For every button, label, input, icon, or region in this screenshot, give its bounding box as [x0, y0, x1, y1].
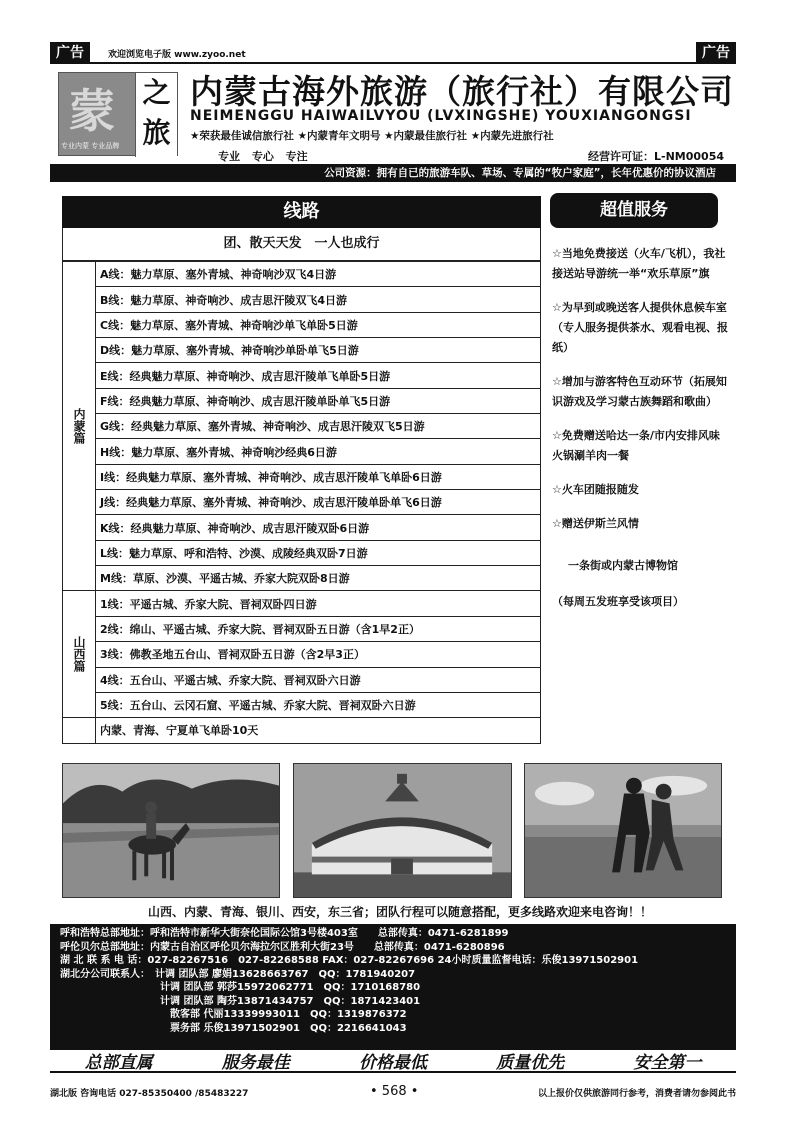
route-item: G线：经典魅力草原、塞外青城、神奇响沙、成吉思汗陵双飞5日游	[96, 414, 541, 439]
company-header	[50, 64, 736, 164]
company-name-cn: 内蒙古海外旅游（旅行社）有限公司	[190, 72, 734, 111]
company-honors: ★荣获最佳诚信旅行社 ★内蒙青年文明号 ★内蒙最佳旅行社 ★内蒙先进旅行社	[190, 130, 554, 142]
motto-item: 总部直属	[84, 1053, 153, 1073]
route-row	[63, 515, 541, 540]
license-number: 经营许可证：L-NM00054	[588, 150, 724, 163]
route-item: 4线：五台山、平遥古城、乔家大院、晋祠双卧六日游	[96, 667, 541, 692]
page-number: • 568 •	[370, 1084, 419, 1099]
top-strip	[50, 42, 736, 64]
route-item: D线：魅力草原、塞外青城、神奇响沙单卧单飞5日游	[96, 338, 541, 363]
routes-subtitle: 团、散天天发 一人也成行	[62, 228, 541, 261]
photo-horse-rider	[62, 763, 280, 898]
contact-row: 呼和浩特总部地址：呼和浩特市新华大街奈伦国际公馆3号楼403室 总部传真：0471-6281899	[60, 928, 509, 939]
logo-side-char-2: 旅	[142, 116, 171, 149]
page-footer	[50, 1084, 736, 1102]
route-item: B线：魅力草原、神奇响沙、成吉思汗陵双飞4日游	[96, 287, 541, 312]
route-row	[63, 363, 541, 388]
route-row	[63, 287, 541, 312]
services-list	[552, 244, 728, 626]
service-item: ☆增加与游客特色互动环节（拓展知识游戏及学习蒙古族舞蹈和歌曲）	[552, 375, 727, 408]
contact-row: 计调 团队部 陶芬13871434757 QQ：1871423401	[60, 995, 421, 1007]
motto-item: 服务最佳	[221, 1053, 290, 1073]
route-row	[63, 414, 541, 439]
service-item: ☆赠送伊斯兰风情	[552, 517, 639, 530]
service-item: （每周五发班享受该项目）	[552, 595, 684, 608]
contact-info	[50, 924, 736, 1048]
services-title: 超值服务	[550, 193, 718, 228]
region-label: 内蒙篇	[63, 262, 96, 591]
company-slogan: 专业 专心 专注	[218, 150, 308, 163]
route-row	[63, 490, 541, 515]
motto-item: 质量优先	[496, 1053, 565, 1073]
route-row	[63, 338, 541, 363]
photo-wrestling	[524, 763, 722, 898]
route-row	[63, 439, 541, 464]
service-item: ☆为早到或晚送客人提供休息候车室（专人服务提供茶水、观看电视、报纸）	[552, 301, 728, 354]
route-row	[63, 616, 541, 641]
route-row	[63, 642, 541, 667]
contact-row: 湖北分公司联系人： 计调 团队部 廖娟13628663767 QQ：1781940207	[60, 968, 416, 980]
route-item: E线：经典魅力草原、神奇响沙、成吉思汗陵单飞单卧5日游	[96, 363, 541, 388]
contact-row: 呼伦贝尔总部地址：内蒙古自治区呼伦贝尔海拉尔区胜利大街23号 总部传真：0471-6280896	[60, 941, 505, 953]
route-row	[63, 566, 541, 591]
route-row	[63, 262, 541, 287]
route-item: H线：魅力草原、塞外青城、神奇响沙经典6日游	[96, 439, 541, 464]
logo-side-panel	[135, 73, 177, 157]
route-row	[63, 718, 541, 743]
company-name-en: NEIMENGGU HAIWAILVYOU (LVXINGSHE) YOUXIANGONGSI	[190, 108, 692, 124]
route-item: A线：魅力草原、塞外青城、神奇响沙双飞4日游	[96, 262, 541, 287]
route-item: K线：经典魅力草原、神奇响沙、成吉思汗陵双卧6日游	[96, 515, 541, 540]
route-item: C线：魅力草原、塞外青城、神奇响沙单飞单卧5日游	[96, 312, 541, 337]
footer-disclaimer: 以上报价仅供旅游同行参考，消费者请勿参阅此书	[537, 1089, 736, 1099]
logo-subtitle: 专业内蒙 专业品牌	[61, 142, 120, 150]
motto-bar	[50, 1048, 736, 1073]
ad-label-right: 广告	[696, 42, 736, 64]
region-label: 山西篇	[63, 591, 96, 718]
route-row	[63, 692, 541, 717]
region-blank	[63, 718, 96, 743]
company-resources: 公司资源：拥有自已的旅游车队、草场、专属的“牧户家庭”，长年优惠价的协议酒店	[50, 164, 736, 182]
contact-row: 散客部 代丽13339993011 QQ：1319876372	[60, 1009, 407, 1020]
service-item: 一条街或内蒙古博物馆	[568, 559, 678, 572]
photo-yurt	[293, 763, 512, 898]
route-row	[63, 388, 541, 413]
route-row	[63, 464, 541, 489]
route-item: M线：草原、沙漠、平遥古城、乔家大院双卧8日游	[96, 566, 541, 591]
logo-glyph: 蒙	[69, 84, 115, 138]
site-url[interactable]: 欢迎浏览电子版 www.zyoo.net	[108, 50, 246, 60]
route-extra: 内蒙、青海、宁夏单飞单卧10天	[96, 718, 541, 743]
motto-item: 安全第一	[633, 1053, 702, 1073]
provinces-line: 山西、内蒙、青海、银川、西安，东三省；团队行程可以随意搭配，更多线路欢迎来电咨询！！	[147, 905, 652, 919]
route-row	[63, 312, 541, 337]
ad-label-left: 广告	[50, 42, 90, 64]
routes-title: 线路	[62, 196, 541, 228]
logo-side-char-1: 之	[142, 76, 171, 109]
route-item: J线：经典魅力草原、塞外青城、神奇响沙、成吉思汗陵单卧单飞6日游	[96, 490, 541, 515]
route-item: L线：魅力草原、呼和浩特、沙漠、成陵经典双卧7日游	[96, 540, 541, 565]
contact-row: 票务部 乐俊13971502901 QQ：2216641043	[60, 1022, 407, 1034]
footer-phone: 湖北版 咨询电话 027-85350400 /85483227	[50, 1089, 249, 1099]
route-row	[63, 540, 541, 565]
route-item: 2线：绵山、平遥古城、乔家大院、晋祠双卧五日游（含1早2正）	[96, 616, 541, 641]
route-item: 3线：佛教圣地五台山、晋祠双卧五日游（含2早3正）	[96, 642, 541, 667]
company-logo	[58, 72, 178, 156]
route-item: I线：经典魅力草原、塞外青城、神奇响沙、成吉思汗陵单飞单卧6日游	[96, 464, 541, 489]
route-row	[63, 667, 541, 692]
service-item: ☆火车团随报随发	[552, 483, 639, 496]
contact-row: 计调 团队部 郭莎15972062771 QQ：1710168780	[60, 982, 421, 993]
service-item: ☆当地免费接送（火车/飞机），我社接送站导游统一举“欢乐草原”旗	[552, 247, 726, 280]
routes-table	[62, 261, 541, 744]
route-item: 1线：平遥古城、乔家大院、晋祠双卧四日游	[96, 591, 541, 616]
contact-row: 湖 北 联 系 电 话：027-82267516 027-82268588 FAX：027-82267696 24小时质量监督电话：乐俊13971502901	[60, 955, 639, 966]
route-item: F线：经典魅力草原、神奇响沙、成吉思汗陵单卧单飞5日游	[96, 388, 541, 413]
motto-item: 价格最低	[358, 1053, 427, 1073]
route-item: 5线：五台山、云冈石窟、平遥古城、乔家大院、晋祠双卧六日游	[96, 692, 541, 717]
route-row	[63, 591, 541, 616]
service-item: ☆免费赠送哈达一条/市内安排风味火锅涮羊肉一餐	[552, 429, 720, 462]
